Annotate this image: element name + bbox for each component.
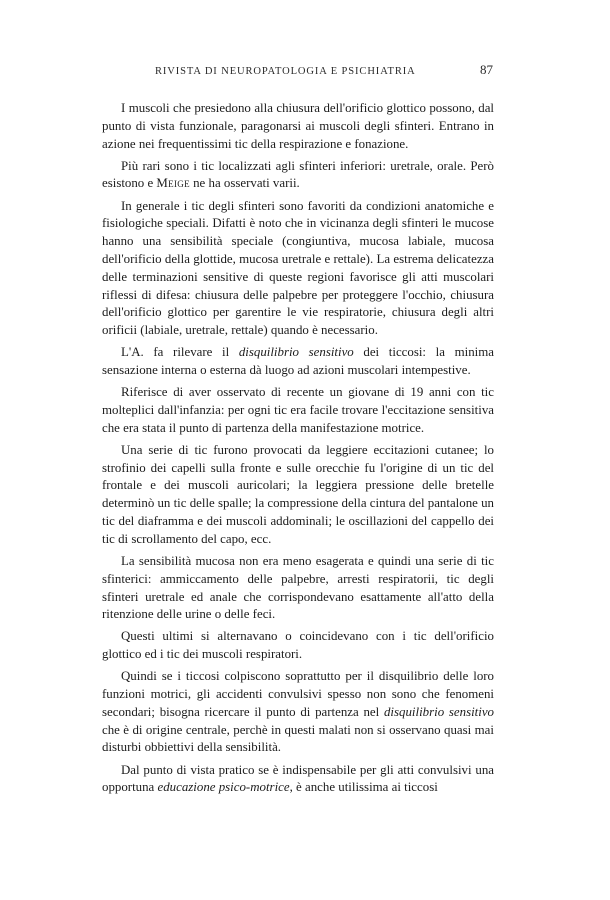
paragraph-text: Riferisce di aver osservato di recente un giovane di 19 anni con tic molteplici dall'infanzia: per ogni tic era facile trovare l'eccitazione sensitiva che era stata il punto di partenza della manifestazione motrice. — [102, 385, 494, 435]
body-text — [102, 100, 494, 801]
paragraph-text: dei ticcosi: la minima sensazione interna o esterna dà luogo ad azioni muscolari intempestive. — [102, 345, 494, 378]
running-title: RIVISTA DI NEUROPATOLOGIA E PSICHIATRIA — [155, 66, 416, 77]
italic-term: educazione psico-motrice — [157, 780, 290, 795]
paragraph-text: che è di origine centrale, perchè in questi malati non si osservano quasi mai disturbi obbiettivi della sensibilità. — [102, 722, 494, 755]
paragraph-10 — [102, 762, 494, 798]
author-name-meige: Meige — [156, 176, 190, 191]
paragraph-text: Più rari sono i tic localizzati agli sfinteri inferiori: uretrale, orale. Però esistono e — [102, 158, 494, 191]
paragraph-5 — [102, 384, 494, 437]
paragraph-3 — [102, 198, 494, 340]
italic-term: disquilibrio sensitivo — [238, 345, 354, 360]
running-header — [155, 62, 493, 78]
paragraph-9 — [102, 668, 494, 757]
paragraph-1 — [102, 100, 494, 153]
paragraph-text: , è anche utilissima ai ticcosi — [289, 780, 438, 795]
paragraph-7 — [102, 553, 494, 624]
paragraph-8 — [102, 628, 494, 664]
italic-term: disquilibrio sensitivo — [383, 704, 494, 719]
paragraph-4 — [102, 344, 494, 380]
paragraph-text: Una serie di tic furono provocati da leggiere eccitazioni cutanee; lo strofinio dei capelli sulla fronte e sulle orecchie fu l'origine di un tic del frontale e dei muscoli auricolari; la leggiera pressione delle bretelle determinò un tic delle spalle; la compressione della cintura del pantalone un tic del diaframma e dei muscoli addominali; le oscillazioni del cappello dei tic di scrollamento del capo, ecc. — [102, 442, 494, 546]
paragraph-text: ne ha osservati varii. — [189, 176, 300, 191]
paragraph-6 — [102, 442, 494, 549]
paragraph-text: Questi ultimi si alternavano o coincidevano con i tic dell'orificio glottico ed i tic dei muscoli respiratori. — [102, 629, 494, 662]
paragraph-text: Dal punto di vista pratico se è indispensabile per gli atti convulsivi una opportuna — [102, 762, 494, 795]
paragraph-text: L'A. fa rilevare il — [121, 345, 239, 360]
paragraph-text: La sensibilità mucosa non era meno esagerata e quindi una serie di tic sfinterici: ammiccamento delle palpebre, arresti respiratorii, tic degli sfinteri uretrale ed anale che corrispondevano esattamente all'atto della ritenzione delle urine o delle feci. — [102, 553, 494, 622]
paragraph-text: Quindi se i ticcosi colpiscono soprattutto per il disquilibrio delle loro funzioni motrici, gli accidenti convulsivi spesso non sono che fenomeni secondari; bisogna ricercare il punto di partenza nel — [102, 669, 494, 719]
paragraph-2 — [102, 158, 494, 194]
paragraph-text: In generale i tic degli sfinteri sono favoriti da condizioni anatomiche e fisiologiche speciali. Difatti è noto che in vicinanza degli sfinteri le mucose hanno una sensibilità speciale (congiuntiva, mucosa labiale, mucosa dell'orificio della glottide, mucosa uretrale e rettale). La estrema delicatezza delle terminazioni sensitive di queste regioni favorisce gli atti muscolari riflessi di difesa: chiusura delle palpebre per proteggere l'occhio, chiusura dell'orificio glottico per garentire le vie respiratorie, chiusura degli altri orificii (labiale, uretrale, rettale) quando è necessario. — [102, 198, 494, 338]
paragraph-text: I muscoli che presiedono alla chiusura dell'orificio glottico possono, dal punto di vista funzionale, paragonarsi ai muscoli degli sfinteri. Entrano in azione nei frequentissimi tic della respirazione e fonazione. — [102, 101, 494, 151]
page-number: 87 — [480, 62, 493, 77]
